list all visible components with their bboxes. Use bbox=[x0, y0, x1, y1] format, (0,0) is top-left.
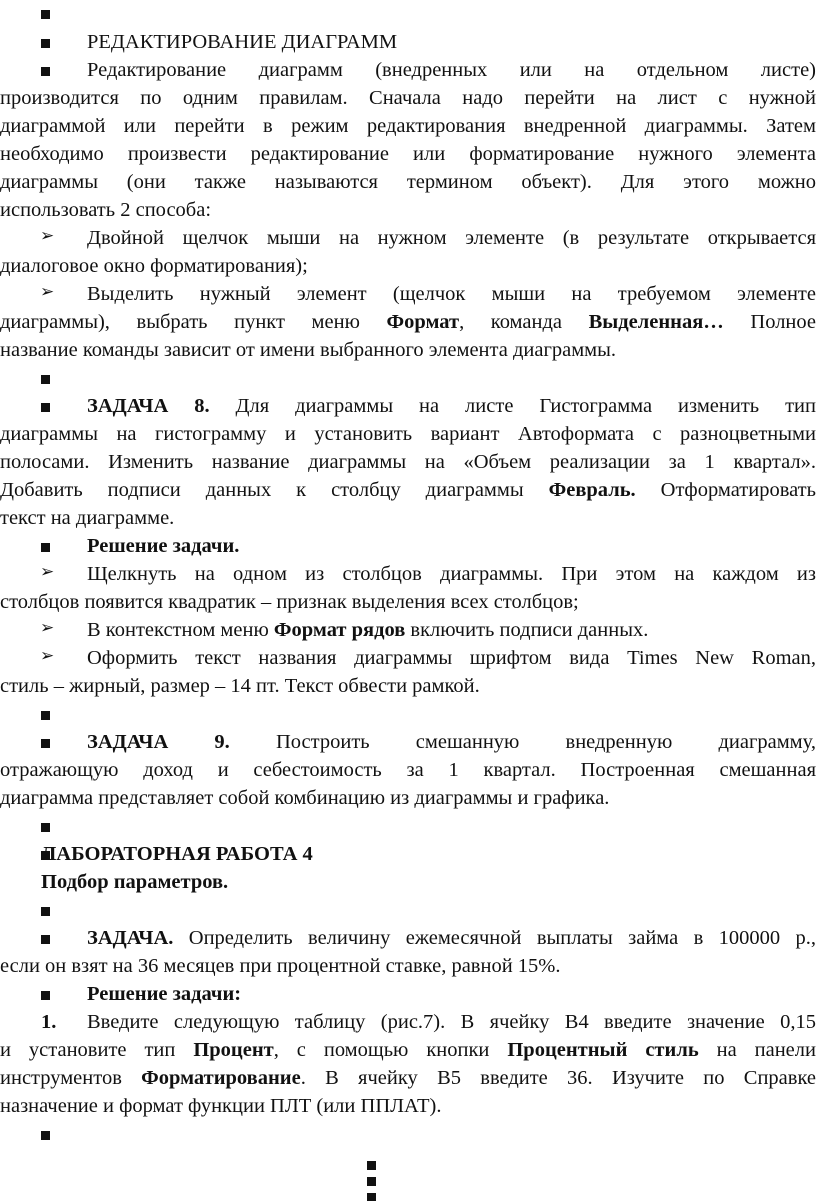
bullet-icon bbox=[41, 711, 50, 720]
solution-8-step: стиль – жирный, размер – 14 пт. Текст обвести рамкой. bbox=[0, 675, 480, 697]
task-8-line: Добавить подписи данных к столбцу диаграммы Февраль. Отформатировать bbox=[0, 479, 816, 501]
step-number: 1. bbox=[41, 1011, 57, 1033]
solution-8-title: Решение задачи. bbox=[87, 535, 240, 557]
section-title: РЕДАКТИРОВАНИЕ ДИАГРАММ bbox=[87, 31, 398, 53]
arrow-bullet-icon: ➢ bbox=[40, 646, 55, 666]
solution-step-line: и установите тип Процент, с помощью кнопки Процентный стиль на панели bbox=[0, 1039, 816, 1061]
solution-8-step: Оформить текст названия диаграммы шрифтом вида Times New Roman, bbox=[87, 647, 816, 669]
intro-line: Редактирование диаграмм (внедренных или на отдельном листе) bbox=[87, 59, 816, 81]
bullet-icon bbox=[41, 935, 50, 944]
task-9-line: диаграмма представляет собой комбинацию из диаграммы и графика. bbox=[0, 787, 610, 809]
arrow-bullet-icon: ➢ bbox=[40, 618, 55, 638]
bullet-icon bbox=[41, 67, 50, 76]
task-8-line: диаграммы на гистограмму и установить вариант Автоформата с разноцветными bbox=[0, 423, 816, 445]
bullet-icon bbox=[41, 823, 50, 832]
task-8-line: полосами. Изменить название диаграммы на «Объем реализации за 1 квартал». bbox=[0, 451, 816, 473]
lab-subtitle: Подбор параметров. bbox=[41, 871, 229, 893]
method-1-line: Двойной щелчок мыши на нужном элементе (в результате открывается bbox=[87, 227, 816, 249]
bullet-icon bbox=[41, 10, 50, 19]
bullet-icon bbox=[41, 1131, 50, 1140]
lab-title: ЛАБОРАТОРНАЯ РАБОТА 4 bbox=[41, 843, 313, 865]
intro-line: производится по одним правилам. Сначала надо перейти на лист с нужной bbox=[0, 87, 816, 109]
task-8-line: ЗАДАЧА 8. Для диаграммы на листе Гистограмма изменить тип bbox=[87, 395, 816, 417]
bullet-icon bbox=[367, 1161, 376, 1170]
task-line: если он взят на 36 месяцев при процентной ставке, равной 15%. bbox=[0, 955, 561, 977]
intro-line: диаграммой или перейти в режим редактирования внедренной диаграммы. Затем bbox=[0, 115, 816, 137]
arrow-bullet-icon: ➢ bbox=[40, 562, 55, 582]
solution-8-step: Щелкнуть на одном из столбцов диаграммы. При этом на каждом из bbox=[87, 563, 816, 585]
intro-line: диаграммы (они также называются термином объект). Для этого можно bbox=[0, 171, 816, 193]
method-2-line: диаграммы), выбрать пункт меню Формат, команда Выделенная… Полное bbox=[0, 311, 816, 333]
solution-8-step: В контекстном меню Формат рядов включить подписи данных. bbox=[87, 619, 649, 641]
intro-line: использовать 2 способа: bbox=[0, 199, 212, 221]
bullet-icon bbox=[41, 39, 50, 48]
bullet-icon bbox=[41, 543, 50, 552]
task-9-line: отражающую доход и себестоимость за 1 квартал. Построенная смешанная bbox=[0, 759, 816, 781]
intro-line: необходимо произвести редактирование или форматирование нужного элемента bbox=[0, 143, 816, 165]
method-2-line: Выделить нужный элемент (щелчок мыши на требуемом элементе bbox=[87, 283, 816, 305]
task-8-line: текст на диаграмме. bbox=[0, 507, 175, 529]
bullet-icon bbox=[367, 1193, 376, 1201]
task-9-line: ЗАДАЧА 9. Построить смешанную внедренную диаграмму, bbox=[87, 731, 816, 753]
bullet-icon bbox=[41, 907, 50, 916]
bullet-icon bbox=[41, 375, 50, 384]
bullet-icon bbox=[41, 403, 50, 412]
task-line: ЗАДАЧА. Определить величину ежемесячной выплаты займа в 100000 р., bbox=[87, 927, 816, 949]
method-1-line: диалоговое окно форматирования); bbox=[0, 255, 308, 277]
bullet-icon bbox=[41, 991, 50, 1000]
arrow-bullet-icon: ➢ bbox=[40, 226, 55, 246]
solution-step-line: назначение и формат функции ПЛТ (или ППЛАТ). bbox=[0, 1095, 442, 1117]
bullet-icon bbox=[41, 739, 50, 748]
solution-8-step: столбцов появится квадратик – признак выделения всех столбцов; bbox=[0, 591, 579, 613]
method-2-line: название команды зависит от имени выбранного элемента диаграммы. bbox=[0, 339, 617, 361]
solution-step-line: Введите следующую таблицу (рис.7). В ячейку В4 введите значение 0,15 bbox=[87, 1011, 816, 1033]
solution-step-line: инструментов Форматирование. В ячейку В5 введите 36. Изучите по Справке bbox=[0, 1067, 816, 1089]
solution-title: Решение задачи: bbox=[87, 983, 242, 1005]
bullet-icon bbox=[367, 1177, 376, 1186]
arrow-bullet-icon: ➢ bbox=[40, 282, 55, 302]
